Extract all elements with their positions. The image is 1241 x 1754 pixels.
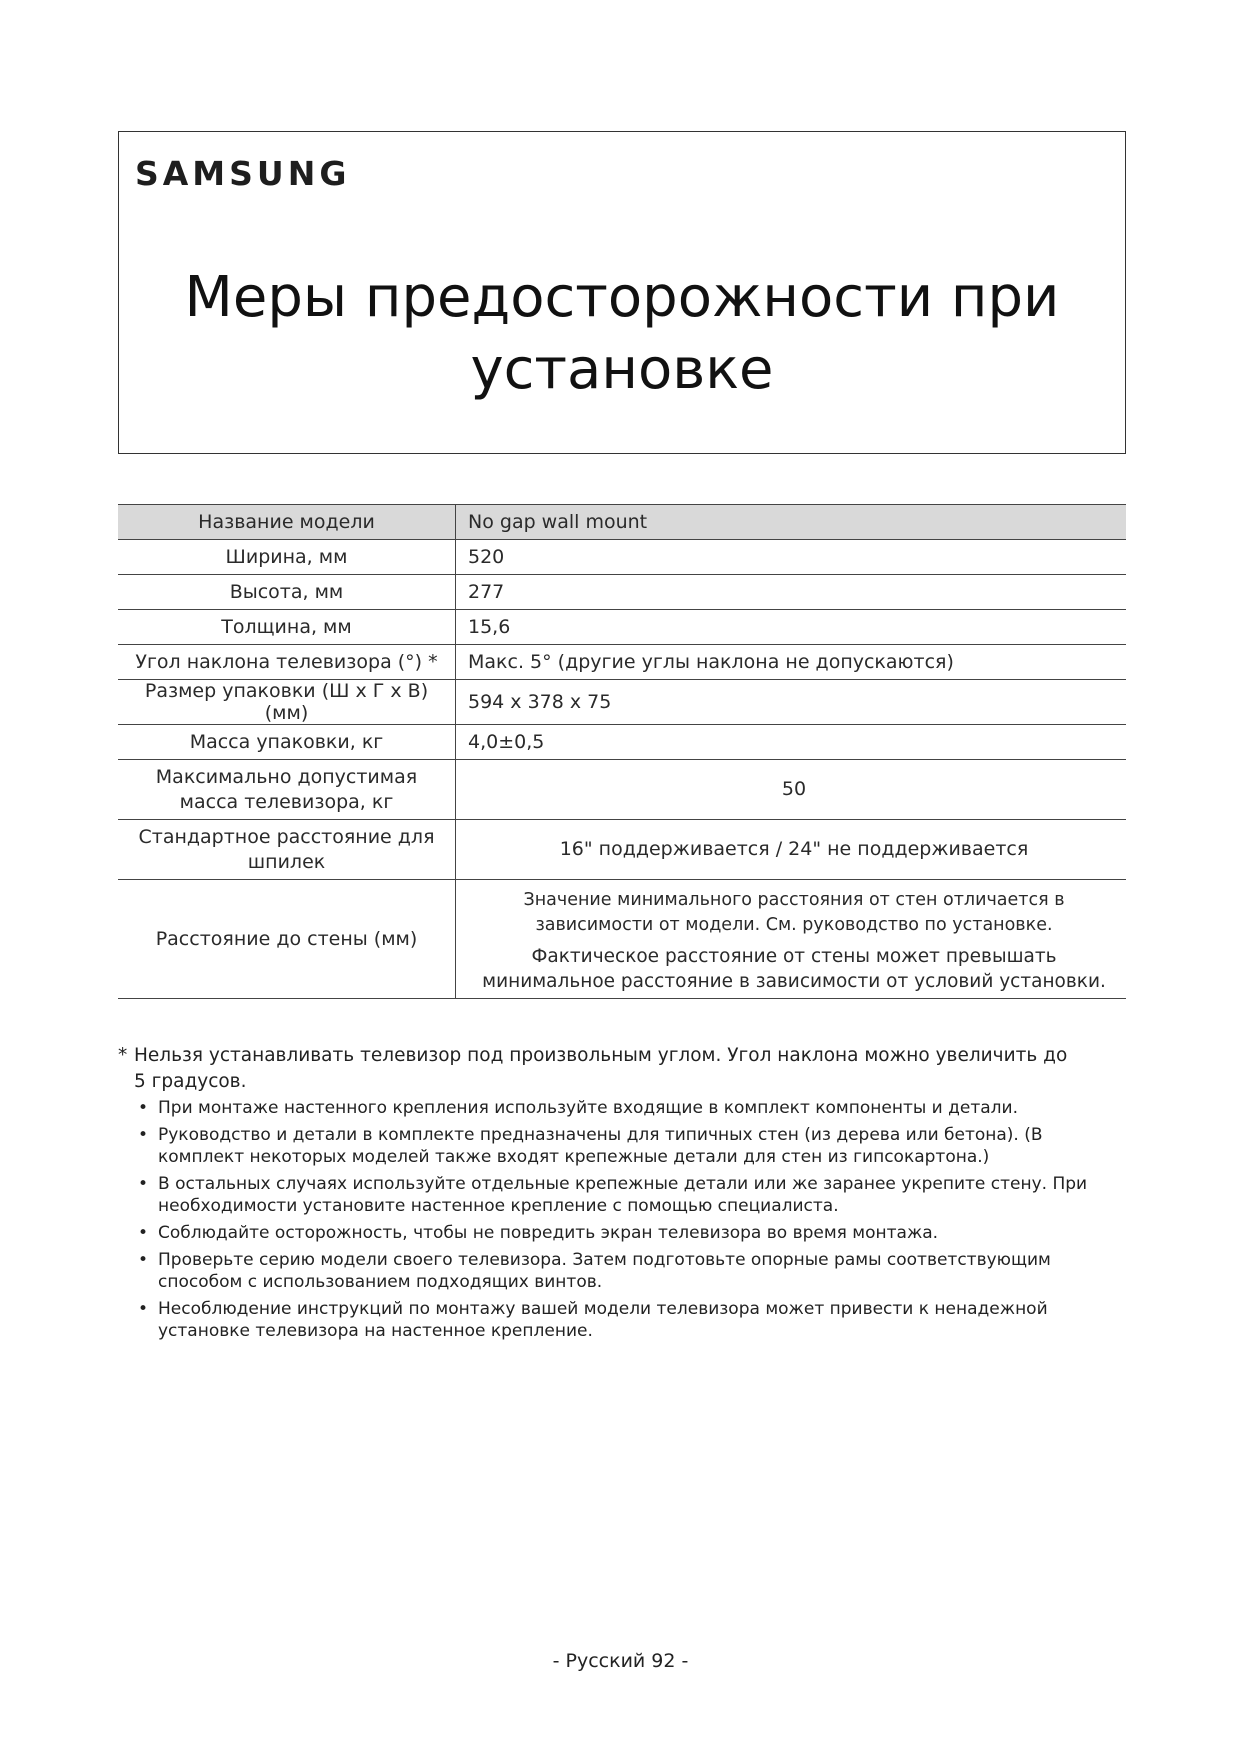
row-value: 50	[456, 760, 1127, 820]
row-value: 594 x 378 x 75	[456, 680, 1127, 725]
bullet-icon: •	[138, 1174, 149, 1194]
bullet-icon: •	[138, 1250, 149, 1270]
row-value-part-1: Значение минимального расстояния от стен отличается в зависимости от модели. См. руководство по установке.	[523, 890, 1065, 935]
list-item-text: Руководство и детали в комплекте предназначены для типичных стен (из дерева или бетона). (В комплект некоторых моделей также входят крепежные детали для стен из гипсокартона.)	[158, 1125, 1043, 1167]
row-value-part-2: Фактическое расстояние от стены может превышать минимальное расстояние в зависимости от условий установки.	[482, 946, 1106, 992]
row-label: Стандартное расстояние для шпилек	[118, 820, 456, 880]
spec-table	[118, 504, 1126, 999]
list-item	[138, 1124, 1118, 1168]
footnote-marker: *	[118, 1045, 128, 1066]
list-item	[138, 1097, 1118, 1119]
title-line-2: установке	[470, 337, 774, 402]
footnote-text-line-1: Нельзя устанавливать телевизор под произвольным углом. Угол наклона можно увеличить до	[134, 1045, 1068, 1066]
row-label: Толщина, мм	[118, 610, 456, 645]
bullet-icon: •	[138, 1223, 149, 1243]
table-row	[118, 760, 1126, 820]
page-footer: - Русский 92 -	[552, 1650, 689, 1672]
row-value: 16" поддерживается / 24" не поддерживается	[456, 820, 1127, 880]
list-item	[138, 1249, 1118, 1293]
row-label: Расстояние до стены (мм)	[118, 880, 456, 999]
table-row	[118, 680, 1126, 725]
row-value	[456, 880, 1127, 999]
list-item-text: Проверьте серию модели своего телевизора. Затем подготовьте опорные рамы соответствующим способом с использованием подходящих винтов.	[158, 1250, 1051, 1292]
table-row	[118, 725, 1126, 760]
row-label: Высота, мм	[118, 575, 456, 610]
list-item-text: Несоблюдение инструкций по монтажу вашей модели телевизора может привести к ненадежной установке телевизора на настенное крепление.	[158, 1299, 1048, 1341]
row-label: Масса упаковки, кг	[118, 725, 456, 760]
header-box	[118, 131, 1126, 454]
bullet-icon: •	[138, 1098, 149, 1118]
table-row	[118, 880, 1126, 999]
list-item-text: Соблюдайте осторожность, чтобы не повредить экран телевизора во время монтажа.	[158, 1223, 939, 1243]
row-value: 277	[456, 575, 1127, 610]
row-value: 15,6	[456, 610, 1127, 645]
row-label: Название модели	[118, 505, 456, 540]
list-item-text: В остальных случаях используйте отдельные крепежные детали или же заранее укрепите стену. При необходимости установите настенное крепление с помощью специалиста.	[158, 1174, 1088, 1216]
table-row	[118, 645, 1126, 680]
bullet-icon: •	[138, 1299, 149, 1319]
row-value: No gap wall mount	[456, 505, 1127, 540]
table-row	[118, 540, 1126, 575]
list-item	[138, 1173, 1118, 1217]
bullet-list	[138, 1097, 1118, 1347]
list-item-text: При монтаже настенного крепления используйте входящие в комплект компоненты и детали.	[158, 1098, 1018, 1118]
row-value: 520	[456, 540, 1127, 575]
bullet-icon: •	[138, 1125, 149, 1145]
footnote-text-line-2: 5 градусов.	[134, 1071, 247, 1092]
table-row	[118, 610, 1126, 645]
table-row	[118, 505, 1126, 540]
table-row	[118, 820, 1126, 880]
footnote	[118, 1043, 1118, 1095]
page-title	[119, 262, 1125, 406]
row-value: Макс. 5° (другие углы наклона не допускаются)	[456, 645, 1127, 680]
row-label: Угол наклона телевизора (°) *	[118, 645, 456, 680]
samsung-logo: SAMSUNG	[135, 154, 351, 193]
table-row	[118, 575, 1126, 610]
row-value: 4,0±0,5	[456, 725, 1127, 760]
row-label: Ширина, мм	[118, 540, 456, 575]
row-label: Максимально допустимая масса телевизора, кг	[118, 760, 456, 820]
row-label: Размер упаковки (Ш x Г x В) (мм)	[118, 680, 456, 725]
list-item	[138, 1222, 1118, 1244]
list-item	[138, 1298, 1118, 1342]
title-line-1: Меры предосторожности при	[184, 265, 1060, 330]
